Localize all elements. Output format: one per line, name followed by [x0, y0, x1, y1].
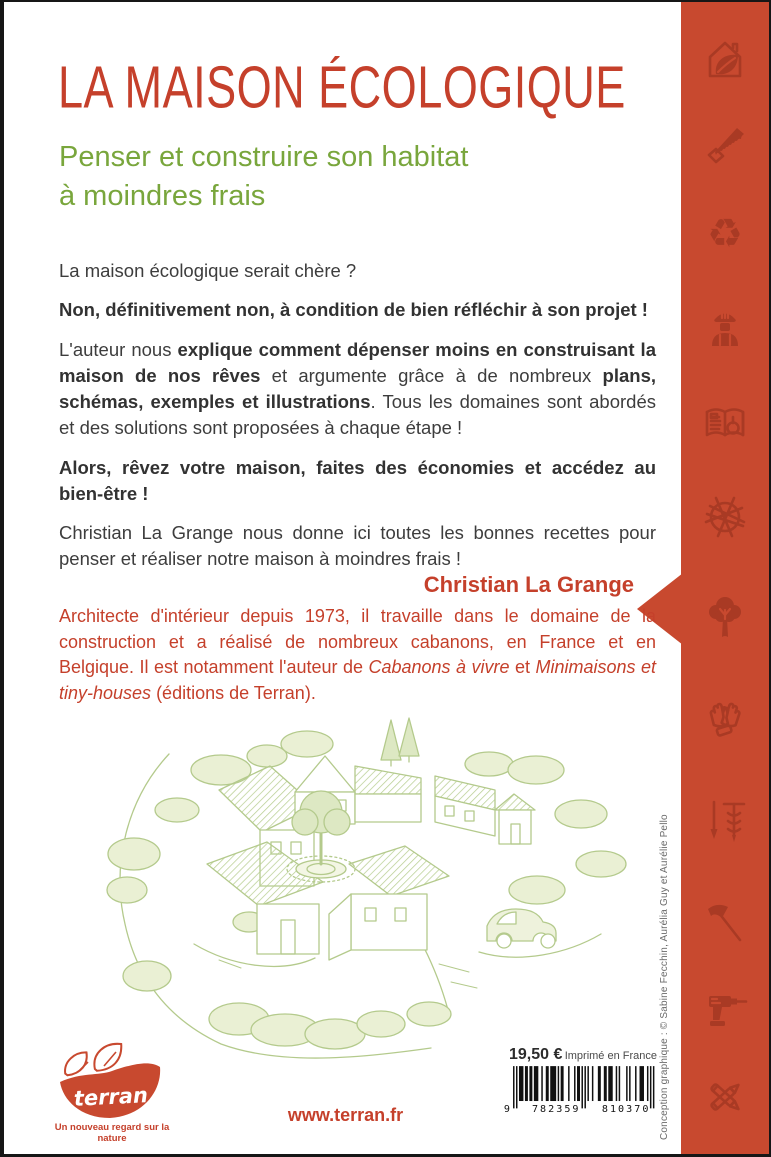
printed-in: Imprimé en France [564, 1050, 657, 1062]
copy-paragraph-4: Alors, rêvez votre maison, faites des économies et accédez au bien-être ! [59, 456, 656, 504]
back-cover-copy [59, 258, 656, 586]
copy-paragraph-3: L'auteur nous explique comment dépenser moins en construisant la maison de nos rêves et argumente grâce à de nombreux plans, schémas, exemples et illustrations. Tous les domaines sont abordés et des solutions sont proposées à chaque étape ! [59, 338, 657, 439]
author-name: Christian La Grange [423, 572, 634, 597]
saw-icon [681, 117, 769, 173]
price-row [509, 1046, 657, 1064]
digging-tools-icon [681, 792, 769, 848]
book-title: LA MAISON ÉCOLOGIQUE [58, 55, 626, 122]
author-section [59, 572, 656, 706]
eco-house-icon [681, 31, 769, 87]
publisher-website: www.terran.fr [287, 1105, 404, 1125]
design-credit: Conception graphique : © Sabine Fecchin, Aurélia Guy et Aurélie Pello [659, 814, 670, 1140]
worker-icon [681, 299, 769, 355]
copy-paragraph-2: Non, définitivement non, à condition de bien réfléchir à son projet ! [59, 299, 648, 321]
terran-tagline: Un nouveau regard sur la nature [54, 1122, 170, 1144]
svg-text:782359: 782359 [531, 1104, 581, 1116]
gloves-icon [681, 687, 769, 743]
subtitle-line1: Penser et construire son habitat [59, 141, 469, 173]
subtitle-line2: à moindres frais [59, 180, 266, 213]
author-bio: Architecte d'intérieur depuis 1973, il travaille dans le domaine de la construction et a réalisé de nombreux cabanons, en France et en Belgique. Il est notamment l'auteur de Cabanons à vivre et Minimaisons et tiny-houses (éditions de Terran). [59, 606, 656, 703]
pencils-icon [681, 1069, 769, 1125]
axe-icon [681, 895, 769, 951]
svg-text:810370: 810370 [601, 1104, 651, 1116]
barcode [502, 1064, 660, 1116]
eco-village-illustration [99, 714, 659, 1066]
copy-paragraph-5: Christian La Grange nous donne ici toutes les bonnes recettes pour penser et réaliser notre maison à moindres frais ! [59, 522, 656, 570]
svg-text:9: 9 [503, 1104, 510, 1116]
drill-icon [681, 979, 769, 1035]
compass-icon [681, 489, 769, 545]
terran-logo-text: terran [73, 1083, 149, 1111]
sidebar [681, 2, 769, 1154]
recycle-icon: ♻ [707, 211, 743, 257]
tree-icon [681, 589, 769, 645]
book-subtitle [59, 138, 468, 216]
copy-paragraph-1: La maison écologique serait chère ? [59, 260, 357, 281]
price: 19,50 € [509, 1046, 563, 1063]
book-icon [681, 394, 769, 450]
